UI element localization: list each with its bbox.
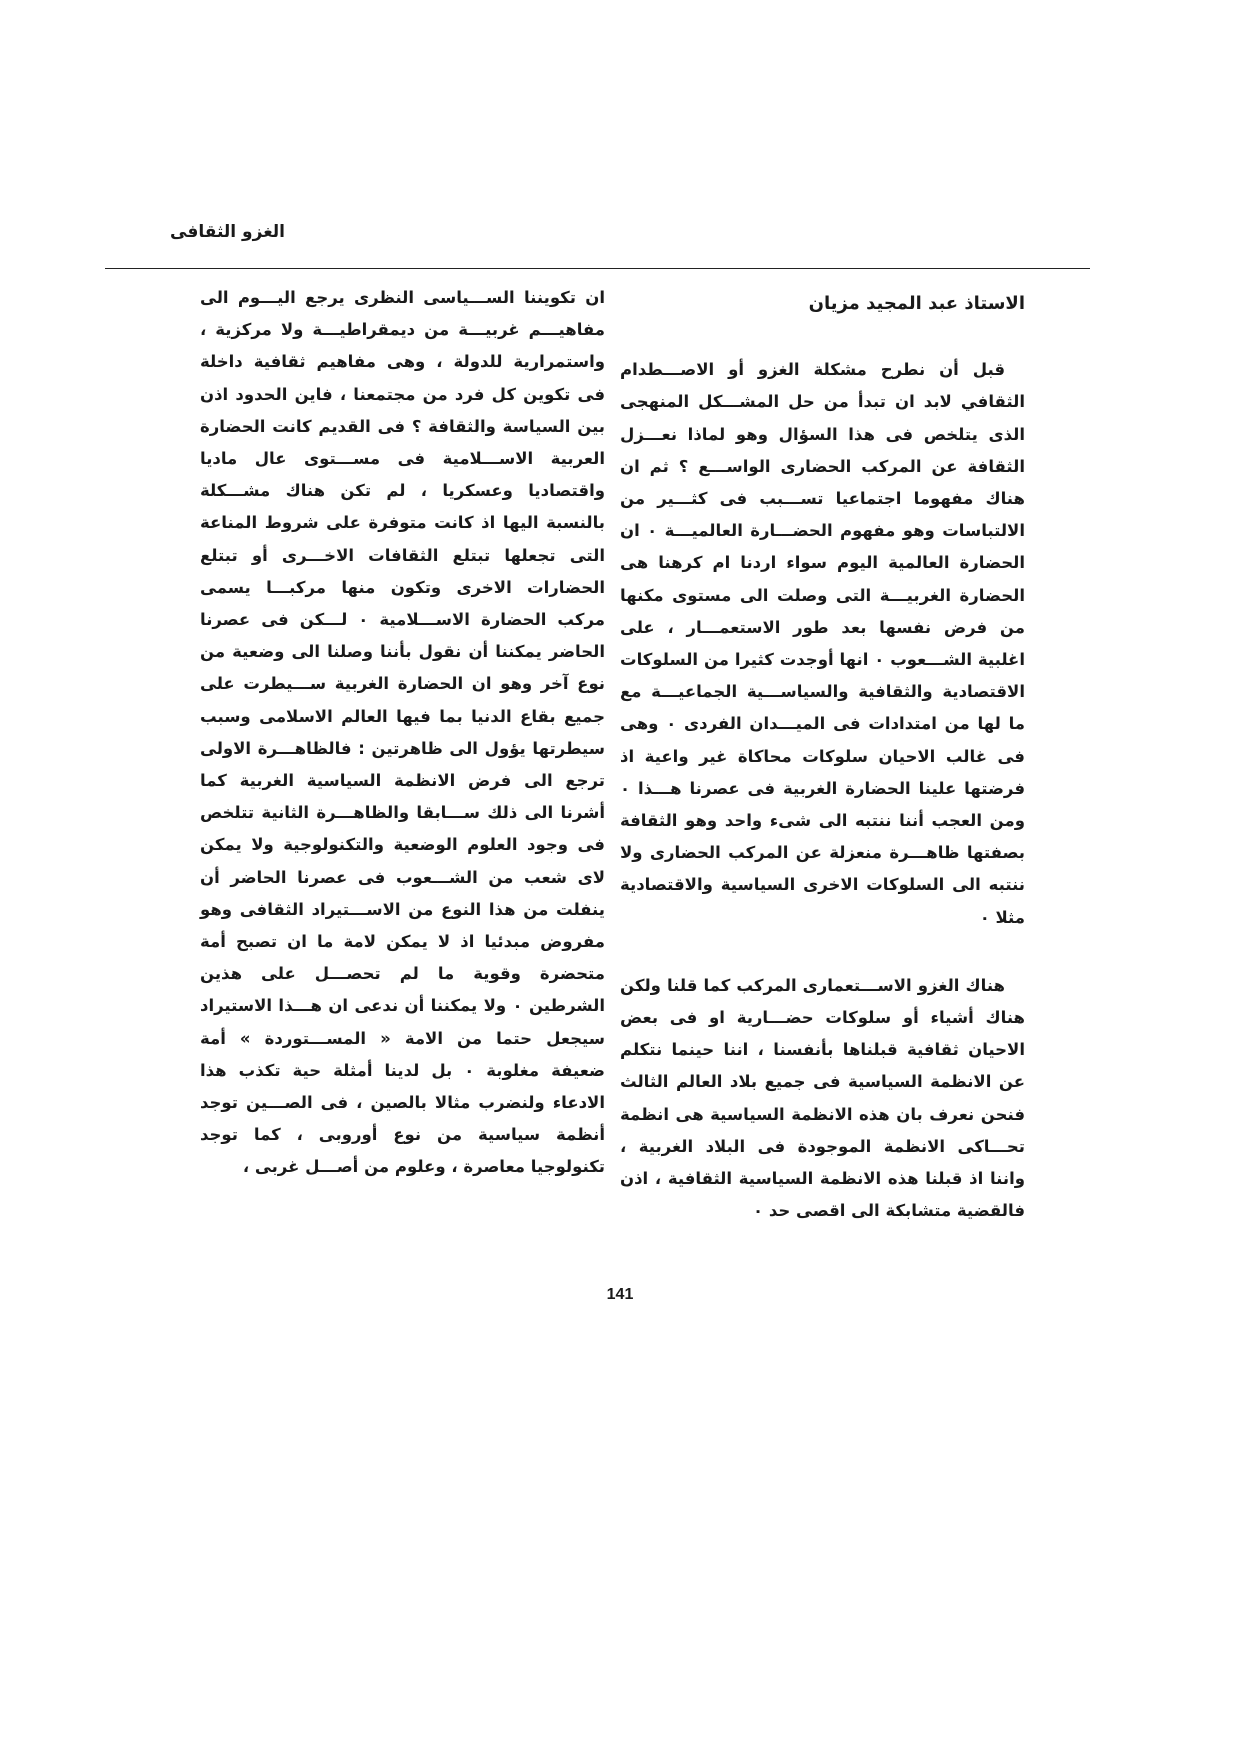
author-name: الاستاذ عبد المجيد مزيان: [808, 293, 1025, 314]
body-paragraph: قبل أن نطرح مشكلة الغزو أو الاصـــطدام الثقافي لابد ان تبدأ من حل المشـــكل المنهجى الذى يتلخص فى هذا السؤال وهو لماذا نعـــزل الثقافة عن المركب الحضارى الواســـع ؟ ثم ان هناك مفهوما اجتماعيا تســـبب فى كثـــير من الالتباسات وهو مفهوم الحضـــارة العالميـــة ٠ ان الحضارة العالمية اليوم سواء اردنا ام كرهنا هى الحضارة الغربيـــة التى وصلت الى مستوى مكنها من فرض نفسها بعد طور الاستعمـــار ، على اغلبية الشـــعوب ٠ انها أوجدت كثيرا من السلوكات الاقتصادية والثقافية والسياســـية الجماعيـــة مع ما لها من امتدادات فى الميـــدان الفردى ٠ وهى فى غالب الاحيان سلوكات محاكاة غير واعية اذ فرضتها علينا الحضارة الغربية فى عصرنا هـــذا ٠ ومن العجب أننا ننتبه الى شىء واحد وهو الثقافة بصفتها ظاهـــرة منعزلة عن المركب الحضارى ولا ننتبه الى السلوكات الاخرى السياسية والاقتصادية مثلا ٠: [620, 360, 1026, 927]
right-column: [620, 282, 1025, 1227]
header-rule: [105, 268, 1090, 269]
body-paragraph: ان تكويننا الســـياسى النظرى يرجع اليـــوم الى مفاهيـــم غربيـــة من ديمقراطيـــة ولا مركزية ، واستمرارية للدولة ، وهى مفاهيم ثقافية داخلة فى تكوين كل فرد من مجتمعنا ، فاين الحدود اذن بين السياسة والثقافة ؟ فى القديم كانت الحضارة العربية الاســـلامية فى مســـتوى عال ماديا واقتصاديا وعسكريا ، لم تكن هناك مشـــكلة بالنسبة اليها اذ كانت متوفرة على شروط المناعة التى تجعلها تبتلع الثقافات الاخـــرى أو تبتلع الحضارات الاخرى وتكون منها مركبـــا يسمى مركب الحضارة الاســـلامية ٠ لـــكن فى عصرنا الحاضر يمكننا أن نقول بأننا وصلنا الى وضعية من نوع آخر وهو ان الحضارة الغربية ســـيطرت على جميع بقاع الدنيا بما فيها العالم الاسلامى وسبب سيطرتها يؤول الى ظاهرتين : فالظاهـــرة الاولى ترجع الى فرض الانظمة السياسية الغربية كما أشرنا الى ذلك ســـابقا والظاهـــرة الثانية تتلخص فى وجود العلوم الوضعية والتكنولوجية ولا يمكن لاى شعب من الشـــعوب فى عصرنا الحاضر أن ينفلت من هذا النوع من الاســـتيراد الثقافى وهو مفروض مبدئيا اذ لا يمكن لامة ما ان تصبح أمة متحضرة وقوية ما لم تحصـــل على هذين الشرطين ٠ ولا يمكننا أن ندعى ان هـــذا الاستيراد سيجعل حتما من الامة « المســـتوردة » أمة ضعيفة مغلوبة ٠ بل لدينا أمثلة حية تكذب هذا الادعاء ولنضرب مثالا بالصين ، فى الصـــين توجد أنظمة سياسية من نوع أوروبى ، كما توجد تكنولوجيا معاصرة ، وعلوم من أصـــل غربى ،: [200, 288, 605, 1177]
body-paragraph: هناك الغزو الاســـتعمارى المركب كما قلنا ولكن هناك أشياء أو سلوكات حضـــارية او فى بعض الاحيان ثقافية قبلناها بأنفسنا ، اننا حينما نتكلم عن الانظمة السياسية فى جميع بلاد العالم الثالث فنحن نعرف بان هذه الانظمة السياسية هى انظمة تحـــاكى الانظمة الموجودة فى البلاد الغربية ، واننا اذ قبلنا هذه الانظمة السياسية الثقافية ، اذن فالقضية متشابكة الى اقصى حد ٠: [620, 975, 1025, 1221]
running-header-title: الغزو الثقافى: [170, 222, 285, 242]
page-number: 141: [606, 1286, 634, 1303]
left-column: [200, 282, 605, 1184]
